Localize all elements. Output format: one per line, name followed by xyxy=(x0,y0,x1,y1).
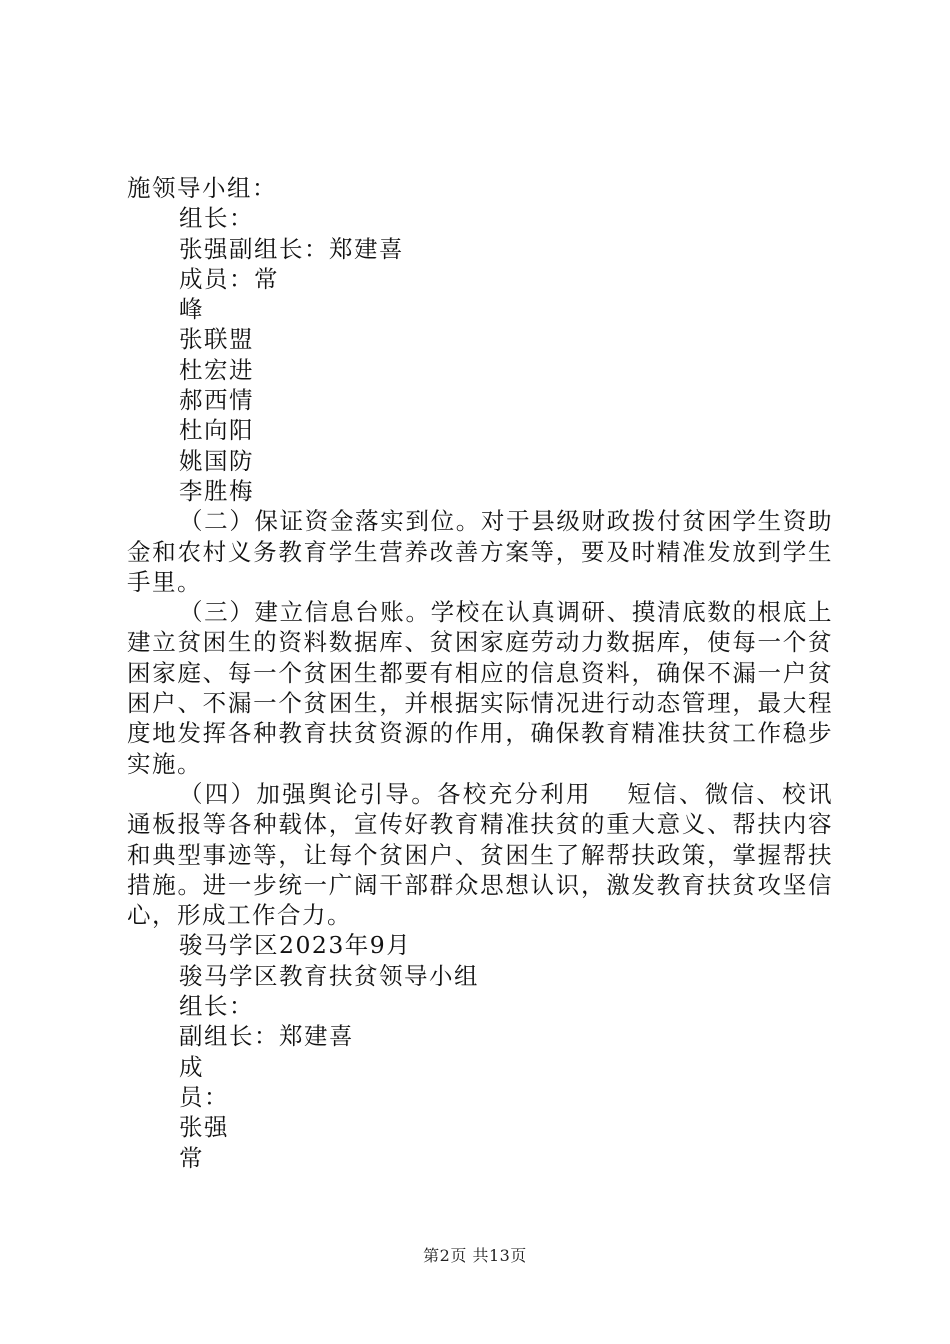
text-line: 组长： xyxy=(179,204,254,233)
text-line: 常 xyxy=(179,1143,204,1172)
paragraph: （二）保证资金落实到位。对于县级财政拨付贫困学生资助金和农村义务教育学生营养改善方案等，要及时精准发放到学生手里。 xyxy=(127,507,833,596)
text-line: 成 xyxy=(179,1052,204,1081)
text-line: 施领导小组： xyxy=(127,174,277,202)
text-line: 郝西情 xyxy=(179,386,254,415)
text-line: 张强副组长：郑建喜 xyxy=(179,234,404,263)
text-line: 张联盟 xyxy=(179,325,254,354)
text-line: 成员：常 xyxy=(179,264,279,293)
text-line: 李胜梅 xyxy=(179,476,254,505)
text-line: 杜向阳 xyxy=(179,416,254,445)
text-line: 骏马学区教育扶贫领导小组 xyxy=(179,961,479,990)
document-body xyxy=(127,173,833,1173)
text-line: 员： xyxy=(179,1082,229,1111)
text-line: 组长： xyxy=(179,992,254,1021)
text-line: 副组长：郑建喜 xyxy=(179,1022,354,1051)
text-line: 峰 xyxy=(179,295,204,324)
text-line: 骏马学区2023年9月 xyxy=(179,931,412,960)
paragraph: （四）加强舆论引导。各校充分利用 短信、微信、校讯通板报等各种载体，宣传好教育精准扶贫的重大意义、帮扶内容和典型事迹等，让每个贫困户、贫困生了解帮扶政策，掌握帮扶措施。进一步统一广阔干部群众思想认识，激发教育扶贫攻坚信心，形成工作合力。 xyxy=(127,779,833,930)
paragraph: （三）建立信息台账。学校在认真调研、摸清底数的根底上建立贫困生的资料数据库、贫困家庭劳动力数据库，使每一个贫困家庭、每一个贫困生都要有相应的信息资料，确保不漏一户贫困户、不漏一个贫困生，并根据实际情况进行动态管理，最大程度地发挥各种教育扶贫资源的作用，确保教育精准扶贫工作稳步实施。 xyxy=(127,598,833,778)
page-number-footer: 第2页 共13页 xyxy=(423,1246,527,1265)
text-line: 杜宏进 xyxy=(179,355,254,384)
text-line: 姚国防 xyxy=(179,446,254,475)
text-line: 张强 xyxy=(179,1113,229,1142)
